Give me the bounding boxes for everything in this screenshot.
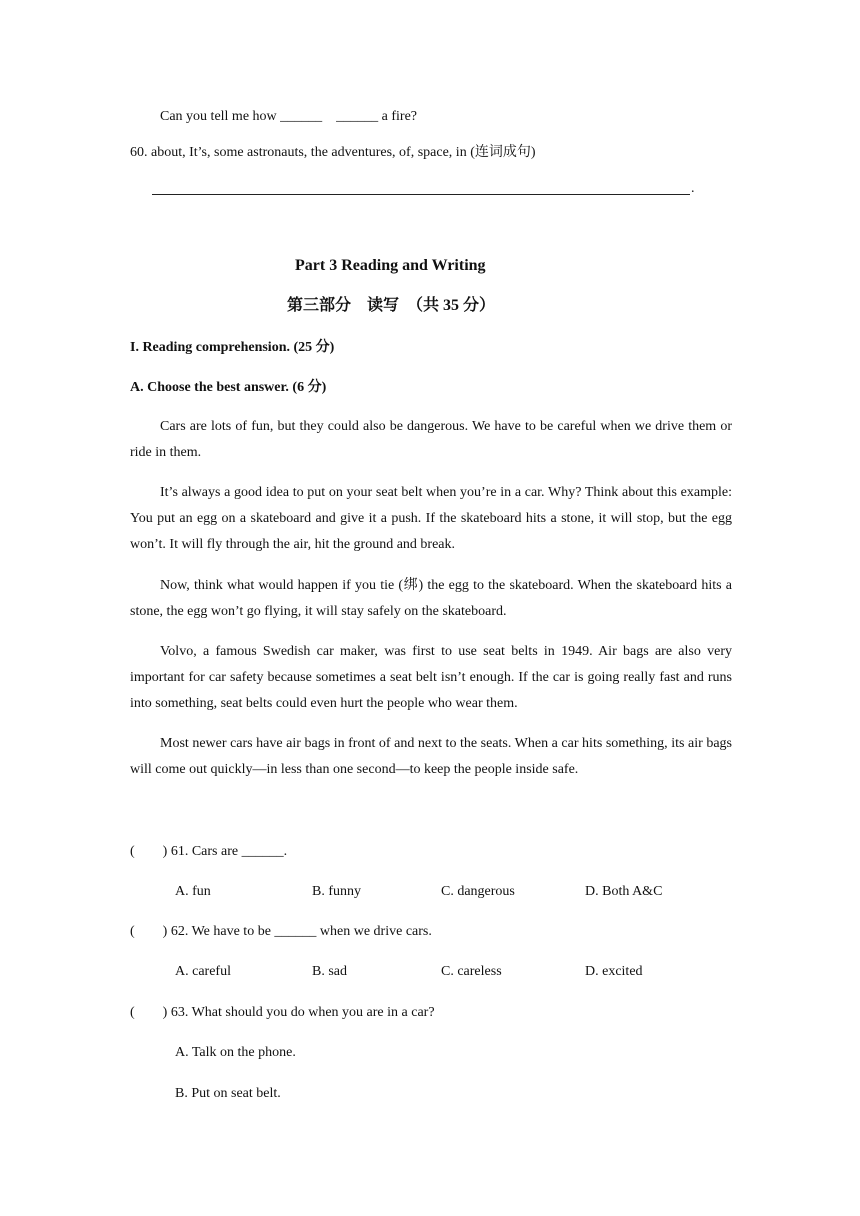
question-62-option-c: C. careless: [441, 964, 502, 979]
part-subtitle: 第三部分 读写 （共 35 分）: [287, 297, 496, 314]
passage-paragraph-2: It’s always a good idea to put on your seat belt when you’re in a car. Why? Think about this example: You put an egg on a skateboard and give it a push. If the skateboard hits a stone, it will stop, but the egg won’t. It will fly through the air, hit the ground and break.: [130, 485, 732, 552]
part-title: Part 3 Reading and Writing: [295, 257, 486, 274]
question-63-option-b: B. Put on seat belt.: [175, 1086, 281, 1101]
question-61-option-b: B. funny: [312, 884, 361, 899]
question-61-option-c: C. dangerous: [441, 884, 515, 899]
question-63-option-a: A. Talk on the phone.: [175, 1045, 296, 1060]
passage-paragraph-1: Cars are lots of fun, but they could also be dangerous. We have to be careful when we drive them or ride in them.: [130, 419, 732, 460]
section-a-heading: A. Choose the best answer. (6 分): [130, 380, 327, 395]
question-61-stem: ( ) 61. Cars are ______.: [130, 844, 288, 859]
q59-line: [160, 108, 417, 126]
q59-prefix: Can you tell me how: [160, 109, 277, 124]
question-62-option-b: B. sad: [312, 964, 347, 979]
question-62-option-a: A. careful: [175, 964, 231, 979]
q59-suffix: a fire?: [381, 109, 418, 124]
question-63-stem: ( ) 63. What should you do when you are in a car?: [130, 1005, 435, 1020]
passage-paragraph-4: Volvo, a famous Swedish car maker, was first to use seat belts in 1949. Air bags are also very important for car safety because sometimes a seat belt isn’t enough. If the car is going really fast and runs into something, seat belts could even hurt the people who wear them.: [130, 644, 732, 711]
q60-answer-line: [152, 194, 690, 195]
section-reading-heading: I. Reading comprehension. (25 分): [130, 340, 335, 355]
question-62-option-d: D. excited: [585, 964, 643, 979]
question-61-option-d: D. Both A&C: [585, 884, 663, 899]
q60-line-end: .: [691, 181, 695, 196]
q59-blank-2: ______: [336, 109, 379, 124]
question-62-stem: ( ) 62. We have to be ______ when we drive cars.: [130, 924, 432, 939]
q60-prompt: 60. about, It’s, some astronauts, the adventures, of, space, in (连词成句): [130, 145, 536, 160]
passage-paragraph-5: Most newer cars have air bags in front of and next to the seats. When a car hits something, its air bags will come out quickly—in less than one second—to keep the people inside safe.: [130, 736, 732, 777]
passage-paragraph-3: Now, think what would happen if you tie (绑) the egg to the skateboard. When the skateboard hits a stone, the egg won’t go flying, it will stay safely on the skateboard.: [130, 578, 732, 619]
question-61-option-a: A. fun: [175, 884, 211, 899]
q59-blank-1: ______: [280, 109, 323, 124]
